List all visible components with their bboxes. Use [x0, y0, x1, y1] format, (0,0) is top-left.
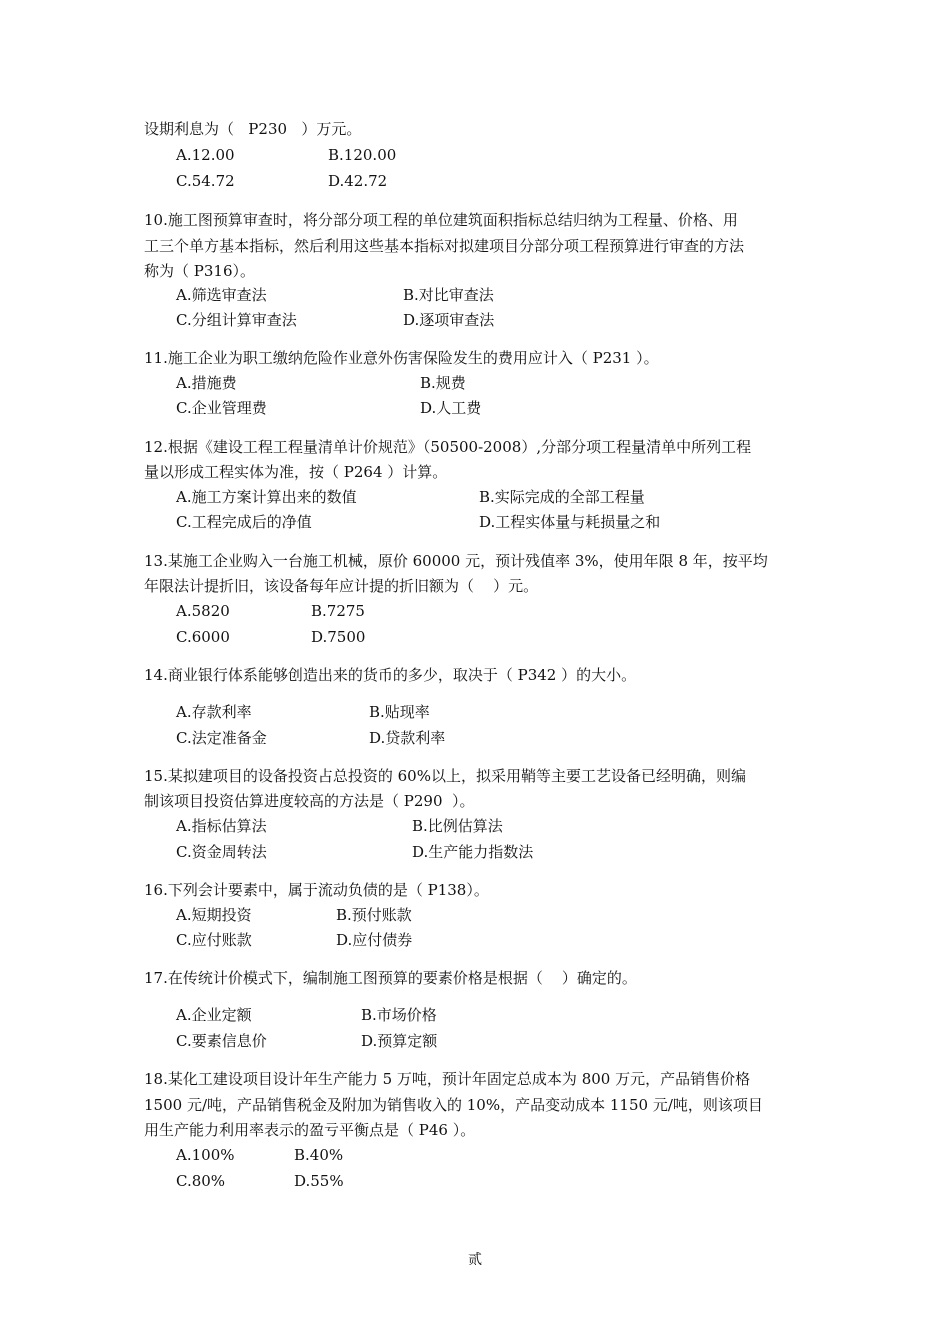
question-stem-line: 工三个单方基本指标，然后利用这些基本指标对拟建项目分部分项工程预算进行审查的方法 — [144, 237, 745, 255]
question-stem-line: 18.某化工建设项目设计年生产能力 5 万吨，预计年固定总成本为 800 万元，产品销售价格 — [144, 1070, 751, 1088]
option-d: D.贷款利率 — [369, 729, 446, 747]
option-c: C.法定准备金 — [176, 729, 267, 747]
option-a: A.施工方案计算出来的数值 — [176, 488, 357, 506]
option-c: C.应付账款 — [176, 931, 252, 949]
option-a: A.存款利率 — [176, 703, 252, 721]
option-a: A.5820 — [176, 602, 230, 620]
option-d: D.工程实体量与耗损量之和 — [479, 513, 661, 531]
option-b: B.40% — [294, 1146, 344, 1164]
question-stem-line: 1500 元/吨，产品销售税金及附加为销售收入的 10%，产品变动成本 1150 元/吨，则该项目 — [144, 1096, 763, 1114]
question-stem-line: 年限法计提折旧，该设备每年应计提的折旧额为（ ）元。 — [144, 577, 539, 595]
option-c: C.工程完成后的净值 — [176, 513, 312, 531]
question-stem-line: 用生产能力利用率表示的盈亏平衡点是（ P46 ）。 — [144, 1121, 476, 1139]
option-b: B.120.00 — [328, 146, 397, 164]
option-c: C.资金周转法 — [176, 843, 267, 861]
question-stem-line: 称为（ P316）。 — [144, 262, 255, 280]
option-d: D.人工费 — [420, 399, 482, 417]
option-d: D.42.72 — [328, 172, 388, 190]
question-stem-line: 12.根据《建设工程工程量清单计价规范》（50500-2008）,分部分项工程量清单中所列工程 — [144, 438, 752, 456]
option-b: B.预付账款 — [336, 906, 412, 924]
option-b: B.比例估算法 — [412, 817, 503, 835]
question-stem-line: 16.下列会计要素中，属于流动负债的是（ P138）。 — [144, 881, 489, 899]
question-stem-line: 10.施工图预算审查时，将分部分项工程的单位建筑面积指标总结归纳为工程量、价格、用 — [144, 211, 738, 229]
option-a: A.短期投资 — [176, 906, 252, 924]
option-d: D.生产能力指数法 — [412, 843, 534, 861]
option-c: C.54.72 — [176, 172, 235, 190]
option-d: D.应付债券 — [336, 931, 413, 949]
option-b: B.市场价格 — [361, 1006, 437, 1024]
option-d: D.55% — [294, 1172, 344, 1190]
option-d: D.7500 — [311, 628, 366, 646]
option-b: B.实际完成的全部工程量 — [479, 488, 645, 506]
option-b: B.贴现率 — [369, 703, 430, 721]
option-a: A.12.00 — [176, 146, 235, 164]
question-stem-line: 制该项目投资估算进度较高的方法是（ P290 ）。 — [144, 792, 475, 810]
question-stem-line: 13.某施工企业购入一台施工机械，原价 60000 元，预计残值率 3%，使用年限 8 年，按平均 — [144, 552, 768, 570]
option-a: A.企业定额 — [176, 1006, 252, 1024]
option-c: C.分组计算审查法 — [176, 311, 297, 329]
option-a: A.指标估算法 — [176, 817, 267, 835]
option-a: A.100% — [176, 1146, 235, 1164]
option-c: C.6000 — [176, 628, 230, 646]
question-stem-line: 量以形成工程实体为准，按（ P264 ）计算。 — [144, 463, 448, 481]
option-c: C.80% — [176, 1172, 226, 1190]
option-b: B.对比审查法 — [403, 286, 494, 304]
page-number: 贰 — [468, 1252, 482, 1268]
option-b: B.规费 — [420, 374, 466, 392]
question-stem-line: 11.施工企业为职工缴纳危险作业意外伤害保险发生的费用应计入（ P231 ）。 — [144, 349, 659, 367]
question-stem-line: 设期利息为（ P230 ）万元。 — [144, 120, 362, 138]
question-stem-line: 15.某拟建项目的设备投资占总投资的 60%以上，拟采用鞘等主要工艺设备已经明确，则编 — [144, 767, 746, 785]
question-stem-line: 14.商业银行体系能够创造出来的货币的多少，取决于（ P342 ）的大小。 — [144, 666, 637, 684]
option-c: C.企业管理费 — [176, 399, 267, 417]
option-d: D.预算定额 — [361, 1032, 438, 1050]
option-d: D.逐项审查法 — [403, 311, 495, 329]
option-a: A.措施费 — [176, 374, 237, 392]
option-a: A.筛选审查法 — [176, 286, 267, 304]
question-stem-line: 17.在传统计价模式下，编制施工图预算的要素价格是根据（ ）确定的。 — [144, 969, 637, 987]
option-c: C.要素信息价 — [176, 1032, 267, 1050]
option-b: B.7275 — [311, 602, 365, 620]
